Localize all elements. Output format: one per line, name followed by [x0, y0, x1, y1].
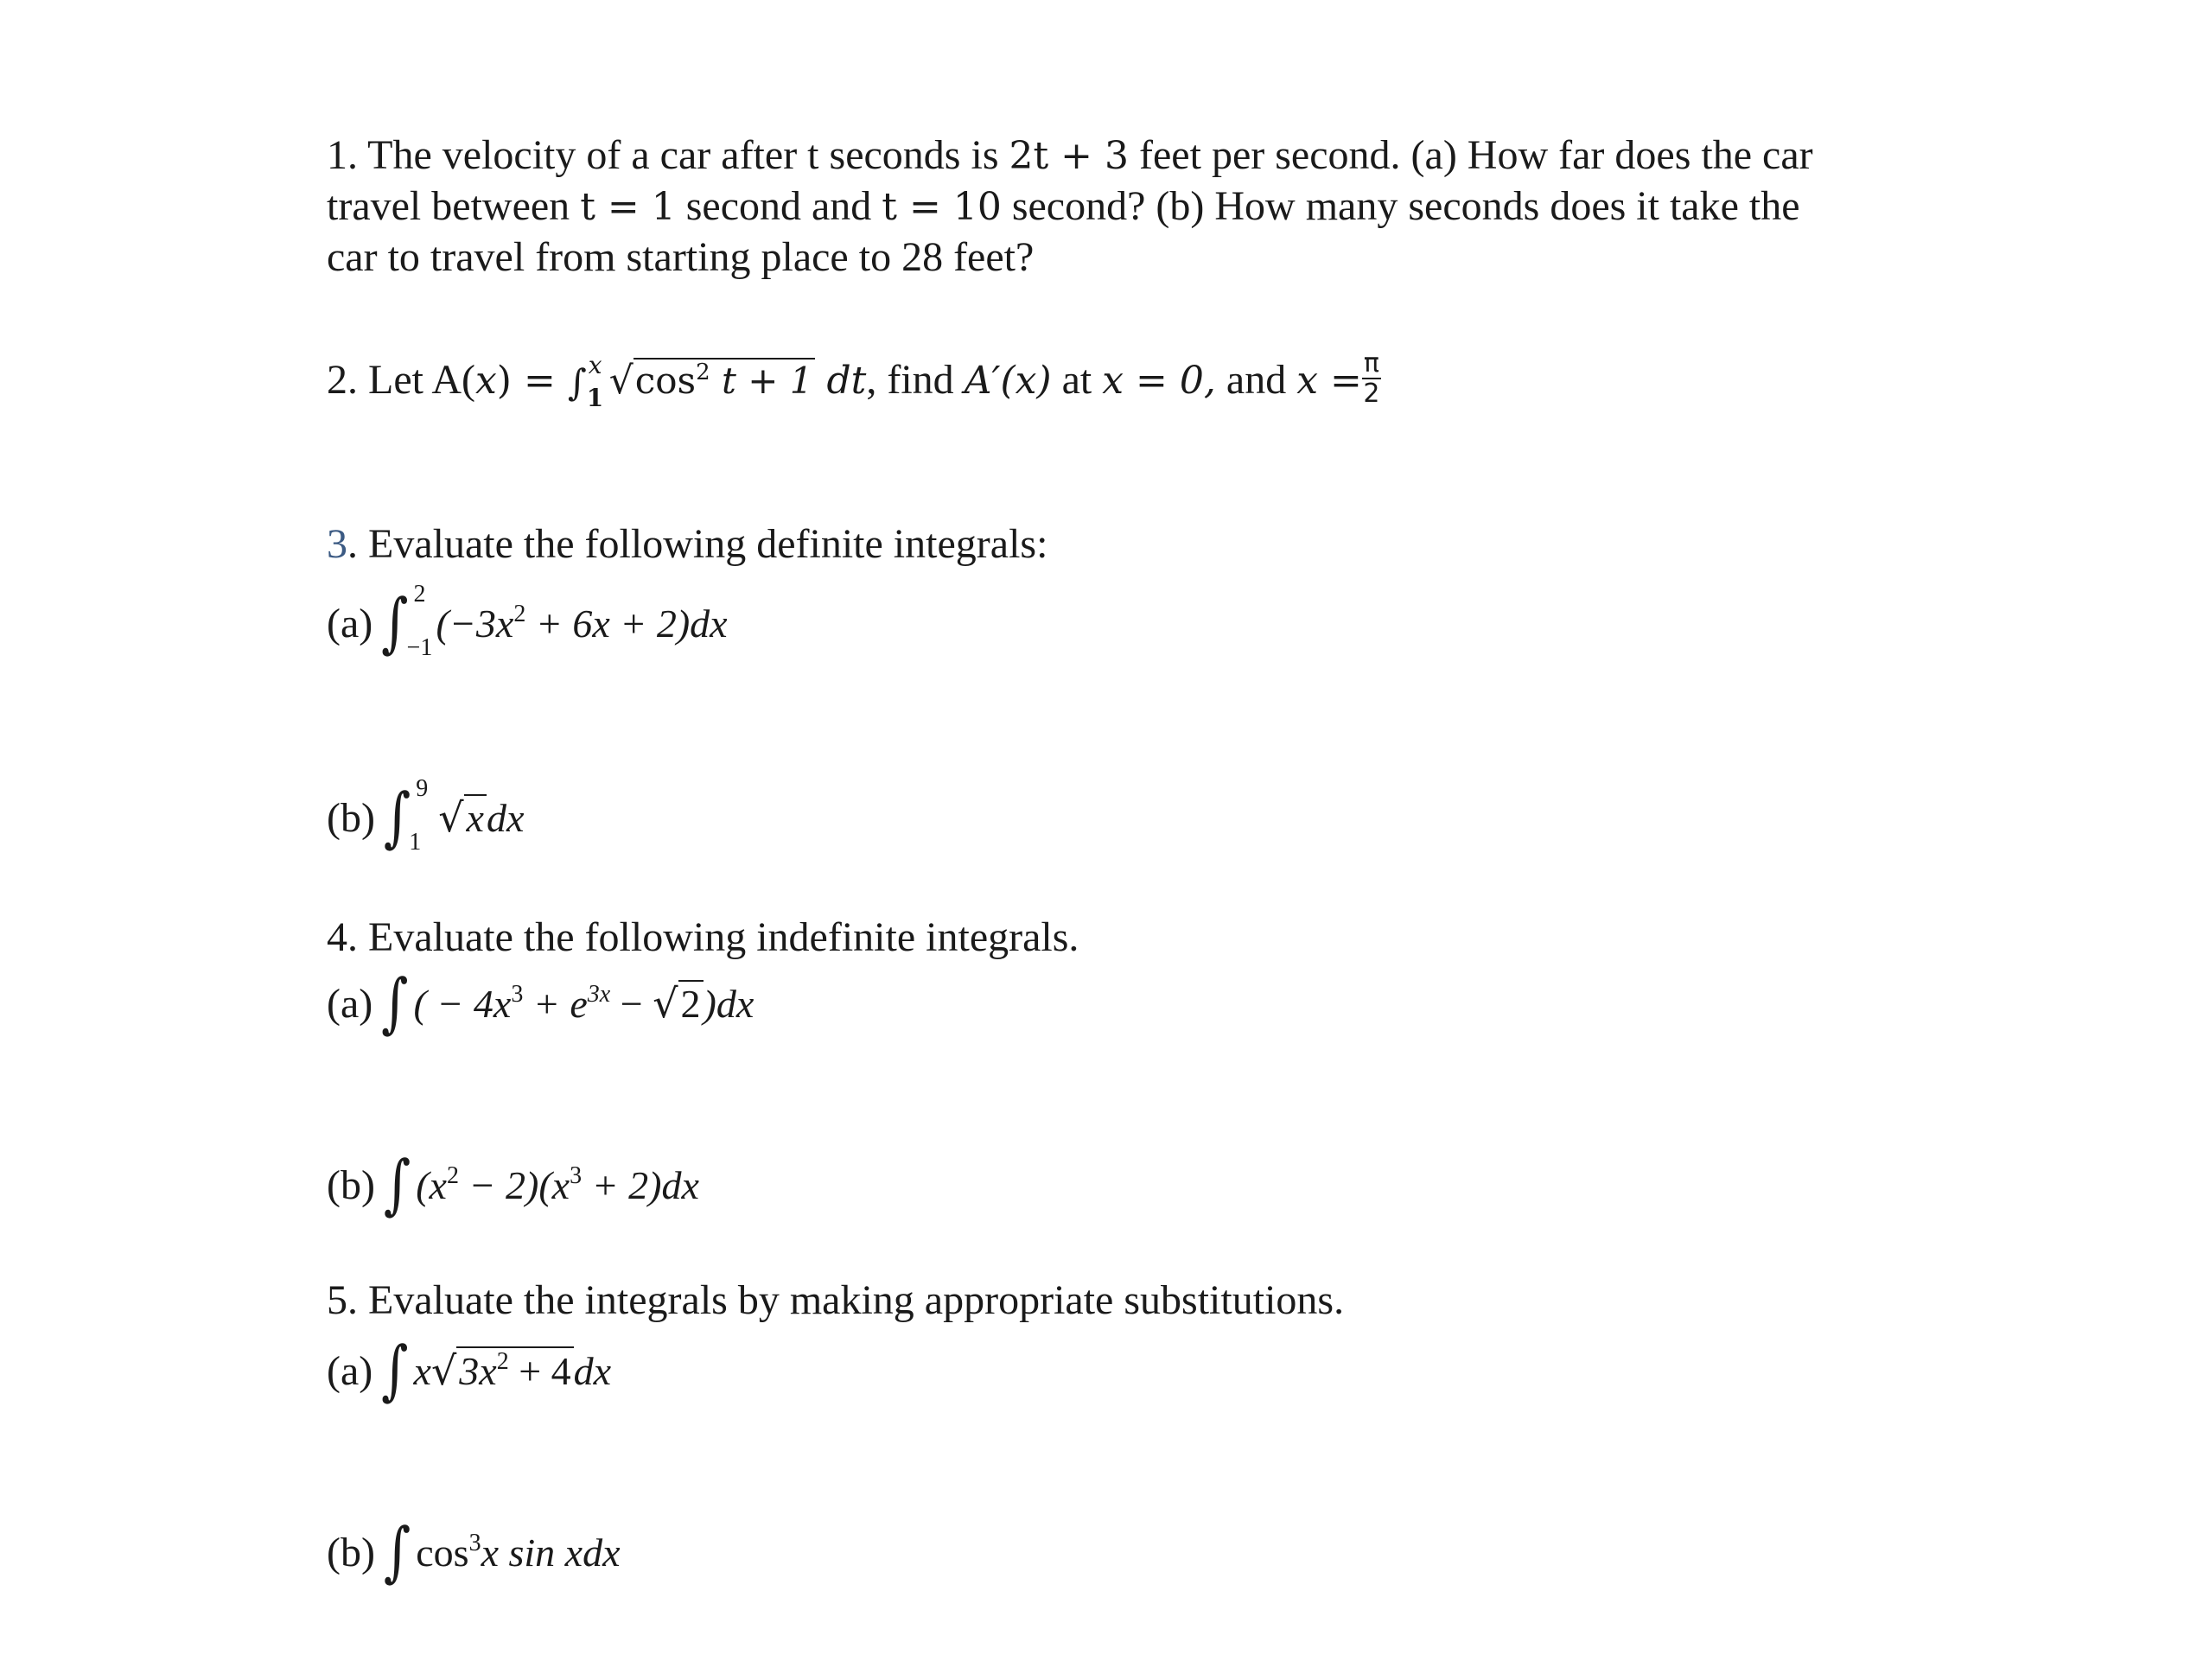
problem-4a	[327, 965, 754, 1041]
integrand-part: (−3x	[436, 601, 514, 646]
part-label: (a)	[327, 1348, 373, 1394]
fraction-denominator: 2	[1363, 379, 1380, 409]
fraction-numerator: π	[1363, 348, 1379, 379]
part-label: (b)	[327, 1162, 375, 1208]
integral-sign: ∫	[383, 780, 411, 856]
time-end: t = 10	[882, 185, 1002, 229]
exponent: 3x	[587, 981, 611, 1008]
problem-4b	[327, 1147, 699, 1223]
upper-limit: 2	[413, 580, 426, 608]
problem-1	[327, 130, 1813, 283]
integrand-part: − 2)(x	[458, 1163, 570, 1207]
radicand-part: + 4	[508, 1349, 571, 1393]
integrand-part: x	[413, 1349, 431, 1393]
integrand-part: −	[610, 982, 653, 1026]
radicand	[634, 358, 815, 402]
radical-sign: √	[430, 1347, 457, 1394]
problem-1-text: second? (b) How many seconds does it take the	[1001, 183, 1800, 229]
upper-limit: x	[588, 351, 602, 379]
problem-2-text: , find	[866, 357, 965, 404]
radicand	[456, 1346, 573, 1394]
problem-5a	[327, 1333, 612, 1409]
differential: dx	[573, 1349, 612, 1393]
integral-sign: ∫	[567, 361, 587, 404]
radicand-rest: t + 1	[710, 360, 813, 403]
problem-1-text: 1. The velocity of a car after t seconds is	[327, 132, 1009, 178]
radicand: 2	[678, 980, 704, 1026]
radicand: x	[464, 794, 487, 840]
condition-2: x =	[1296, 359, 1362, 404]
problem-5-heading: 5. Evaluate the integrals by making appropriate substitutions.	[327, 1277, 1345, 1323]
differential: dt	[814, 359, 867, 404]
integrand-part: + 6x + 2)dx	[525, 601, 728, 646]
exponent: 3	[570, 1162, 583, 1189]
condition-1: x = 0,	[1102, 359, 1216, 404]
square-root	[609, 354, 815, 406]
problem-1-line-1	[327, 130, 1813, 181]
velocity-expression: 2t + 3	[1009, 134, 1130, 178]
problem-3-heading	[327, 519, 1047, 570]
equals: ) =	[496, 359, 568, 404]
square-root	[653, 978, 703, 1030]
exponent: 2	[496, 1348, 509, 1375]
problem-1-line-2	[327, 181, 1813, 232]
integral-sign: ∫	[381, 965, 409, 1041]
lower-limit: 1	[409, 828, 422, 856]
integral-limits	[586, 351, 609, 412]
problem-3-heading-text: . Evaluate the following definite integrals:	[347, 521, 1048, 567]
integrand-part: + 2)dx	[582, 1163, 699, 1207]
problem-2-text: at	[1051, 357, 1103, 404]
problem-1-text: travel between	[327, 183, 581, 229]
integral-limits	[409, 774, 438, 856]
problem-5b	[327, 1514, 621, 1590]
exponent: 3	[468, 1530, 481, 1556]
exponent: 2	[513, 601, 526, 627]
problem-2-label: 2. Let A(	[327, 357, 475, 404]
radical-sign: √	[653, 980, 678, 1027]
radical-sign: √	[438, 794, 464, 841]
variable-x: x	[474, 359, 497, 404]
integral-sign: ∫	[381, 1333, 409, 1409]
problem-1-text: second and	[675, 183, 882, 229]
problem-1-text: feet per second. (a) How far does the car	[1129, 132, 1813, 178]
square-root	[431, 1346, 574, 1397]
integrand-part: ( − 4x	[413, 982, 512, 1026]
cos-text: cos	[634, 360, 697, 403]
exponent: 2	[696, 360, 710, 386]
integral-sign: ∫	[381, 585, 409, 661]
integral-limits	[406, 580, 436, 661]
problem-3b	[327, 774, 525, 856]
fraction	[1362, 349, 1381, 408]
integrand-part: cos	[416, 1530, 469, 1575]
lower-limit: −1	[406, 633, 433, 661]
part-label: (a)	[327, 981, 373, 1027]
upper-limit: 9	[416, 774, 429, 802]
square-root	[438, 792, 487, 844]
part-label: (b)	[327, 795, 375, 841]
radicand-part: 3x	[459, 1349, 497, 1393]
radical-sign: √	[608, 359, 634, 404]
integrand-part: )dx	[703, 982, 754, 1026]
exponent: 3	[511, 981, 524, 1008]
part-label: (b)	[327, 1530, 375, 1575]
integral-sign: ∫	[383, 1514, 411, 1590]
problem-3-number: 3	[327, 521, 347, 567]
exponent: 2	[446, 1162, 459, 1189]
derivative-expression: A′(x)	[964, 359, 1052, 404]
problem-3a	[327, 580, 728, 661]
problem-2-text: and	[1215, 357, 1297, 404]
time-start: t = 1	[580, 185, 676, 229]
lower-limit: 1	[586, 384, 604, 412]
integrand-part: x sin xdx	[481, 1530, 621, 1575]
problem-4-heading: 4. Evaluate the following indefinite integrals.	[327, 914, 1079, 960]
problem-1-line-3: car to travel from starting place to 28 feet?	[327, 234, 1035, 280]
problem-2	[327, 348, 1381, 413]
differential: dx	[486, 796, 525, 840]
integrand-part: + e	[523, 982, 588, 1026]
integrand-part: (x	[416, 1163, 447, 1207]
integral-sign: ∫	[383, 1147, 411, 1223]
part-label: (a)	[327, 601, 373, 646]
